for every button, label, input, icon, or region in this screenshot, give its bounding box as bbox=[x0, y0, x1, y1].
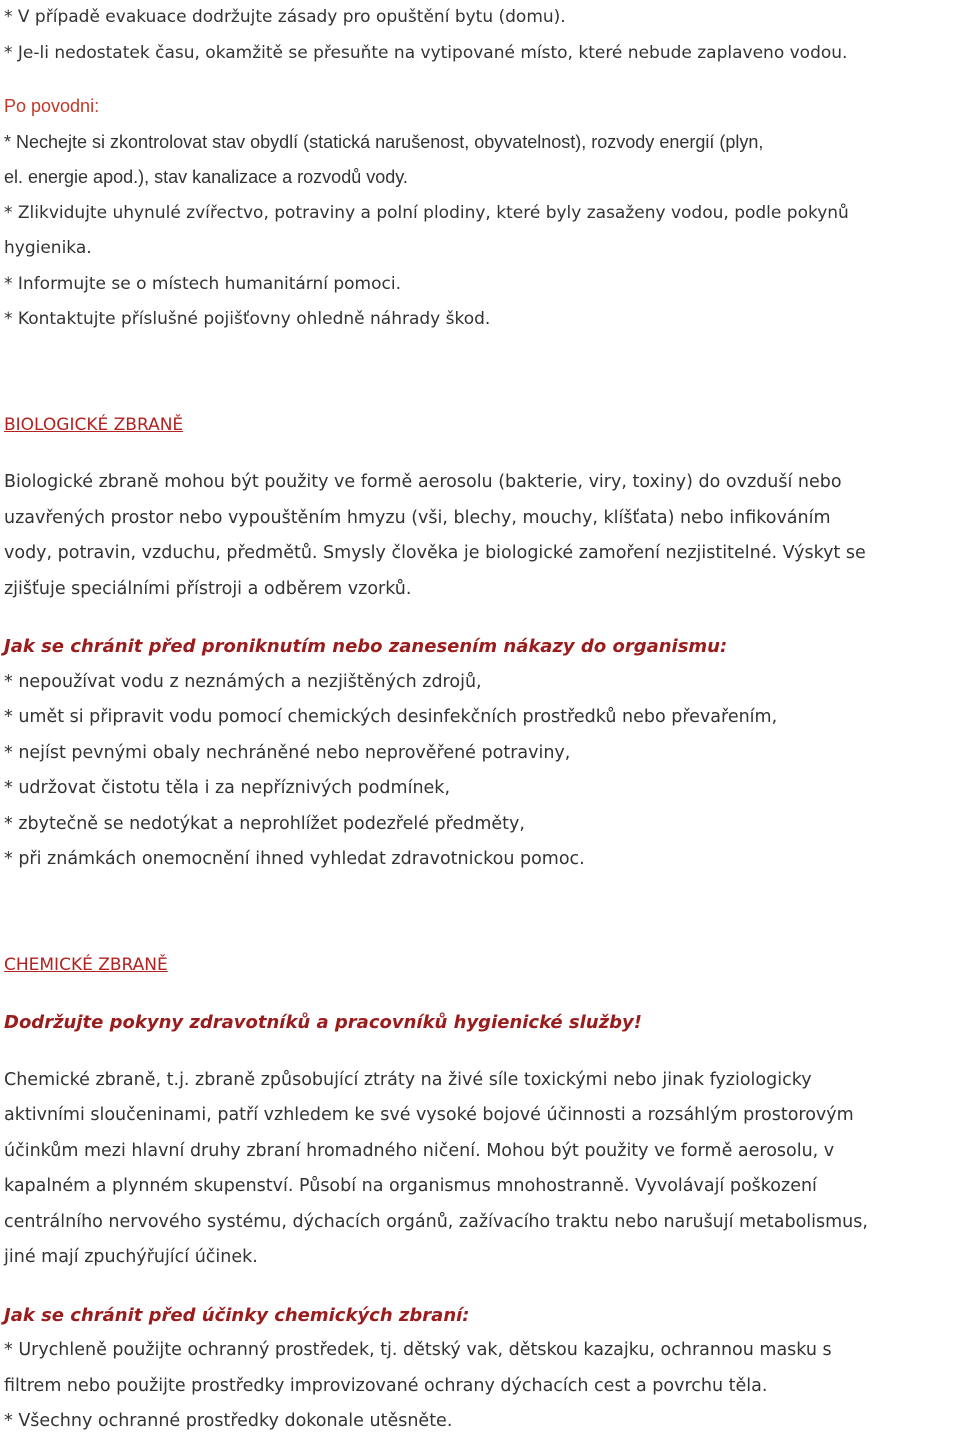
after-flood-section bbox=[4, 89, 958, 338]
biological-weapons-link[interactable]: BIOLOGICKÉ ZBRANĚ bbox=[4, 414, 184, 435]
after-flood-line: el. energie apod.), stav kanalizace a rozvodů vody. bbox=[4, 167, 408, 187]
after-flood-line: hygienika. bbox=[4, 238, 92, 258]
chemical-protect-item: * Urychleně použijte ochranný prostředek, tj. dětský vak, dětskou kazajku, ochrannou masku s bbox=[4, 1340, 832, 1360]
biological-protect-item: * umět si připravit vodu pomocí chemických desinfekčních prostředků nebo převařením, bbox=[4, 707, 778, 727]
intro-line: * V případě evakuace dodržujte zásady pro opuštění bytu (domu). bbox=[4, 7, 566, 27]
chemical-instruction-heading: Dodržujte pokyny zdravotníků a pracovníků hygienické služby! bbox=[4, 1012, 642, 1033]
biological-protect-heading: Jak se chránit před proniknutím nebo zanesením nákazy do organismu: bbox=[4, 636, 728, 657]
chemical-weapons-link[interactable]: CHEMICKÉ ZBRANĚ bbox=[4, 954, 168, 975]
after-flood-line: * Nechejte si zkontrolovat stav obydlí (statická narušenost, obyvatelnost), rozvody energií (plyn, bbox=[4, 131, 764, 152]
chemical-section bbox=[4, 948, 958, 1440]
chemical-paragraph-line: účinkům mezi hlavní druhy zbraní hromadného ničení. Mohou být použity ve formě aerosolu, v bbox=[4, 1140, 835, 1161]
chemical-paragraph-line: jiné mají zpuchýřující účinek. bbox=[4, 1247, 258, 1267]
chemical-paragraph-line: kapalném a plynném skupenství. Působí na organismus mnohostranně. Vyvolávají poškození bbox=[4, 1176, 817, 1196]
after-flood-title: Po povodni: bbox=[4, 96, 100, 116]
intro-section bbox=[4, 0, 958, 71]
chemical-paragraph-line: Chemické zbraně, t.j. zbraně způsobující ztráty na živé síle toxickými nebo jinak fyziologicky bbox=[4, 1069, 812, 1090]
chemical-protect-heading: Jak se chránit před účinky chemických zbraní: bbox=[4, 1304, 470, 1326]
after-flood-line: * Zlikvidujte uhynulé zvířectvo, potraviny a polní plodiny, které byly zasaženy vodou, podle pokynů bbox=[4, 202, 849, 223]
biological-protect-item: * udržovat čistotu těla i za nepříznivých podmínek, bbox=[4, 778, 451, 798]
document-page bbox=[4, 0, 958, 1440]
intro-line: * Je-li nedostatek času, okamžitě se přesuňte na vytipované místo, které nebude zaplaveno vodou. bbox=[4, 42, 848, 63]
after-flood-line: * Informujte se o místech humanitární pomoci. bbox=[4, 273, 401, 294]
biological-paragraph-line: Biologické zbraně mohou být použity ve formě aerosolu (bakterie, viry, toxiny) do ovzduší nebo bbox=[4, 472, 842, 492]
biological-protect-item: * zbytečně se nedotýkat a neprohlížet podezřelé předměty, bbox=[4, 813, 525, 834]
biological-protect-item: * nejíst pevnými obaly nechráněné nebo neprověřené potraviny, bbox=[4, 742, 571, 763]
chemical-paragraph-line: aktivními sloučeninami, patří vzhledem ke své vysoké bojové účinnosti a rozsáhlým prostorovým bbox=[4, 1105, 854, 1125]
biological-protect-item: * nepoužívat vodu z neznámých a nezjištěných zdrojů, bbox=[4, 671, 482, 692]
biological-protect-item: * při známkách onemocnění ihned vyhledat zdravotnickou pomoc. bbox=[4, 849, 585, 869]
biological-paragraph-line: uzavřených prostor nebo vypouštěním hmyzu (vši, blechy, mouchy, klíšťata) nebo infikováním bbox=[4, 507, 831, 528]
chemical-protect-item: filtrem nebo použijte prostředky improvizované ochrany dýchacích cest a povrchu těla. bbox=[4, 1375, 768, 1396]
chemical-paragraph-line: centrálního nervového systému, dýchacích orgánů, zažívacího traktu nebo narušují metabolismus, bbox=[4, 1211, 868, 1232]
biological-paragraph-line: vody, potravin, vzduchu, předmětů. Smysly člověka je biologické zamoření nezjistitelné. Výskyt se bbox=[4, 543, 866, 563]
biological-section bbox=[4, 408, 958, 878]
after-flood-line: * Kontaktujte příslušné pojišťovny ohledně náhrady škod. bbox=[4, 309, 491, 329]
biological-paragraph-line: zjišťuje speciálními přístroji a odběrem vzorků. bbox=[4, 578, 412, 599]
chemical-protect-item: * Všechny ochranné prostředky dokonale utěsněte. bbox=[4, 1411, 453, 1431]
